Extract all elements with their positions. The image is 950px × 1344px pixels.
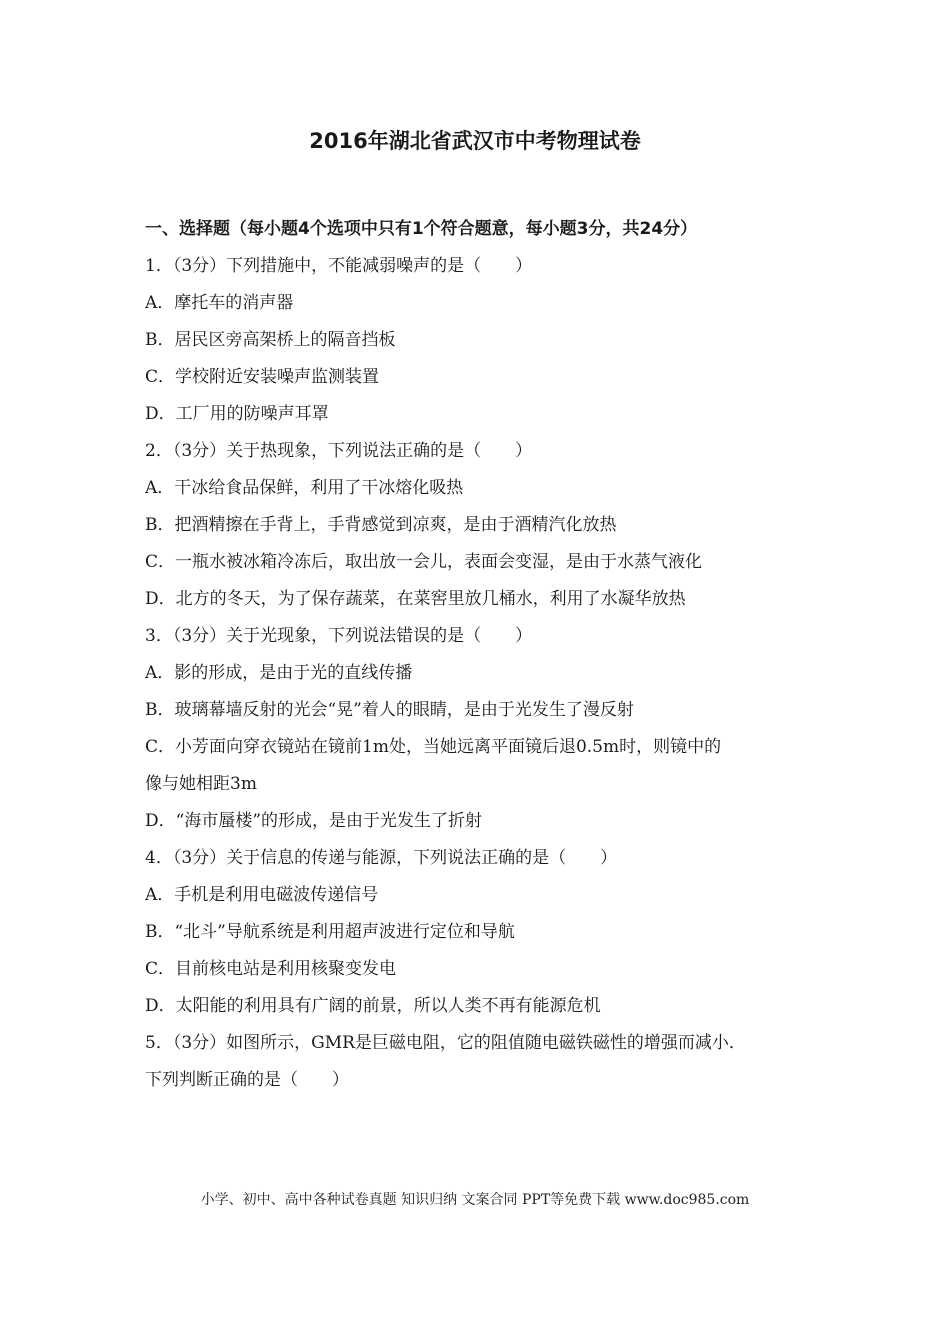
question-2-option-c: C．一瓶水被冰箱冷冻后，取出放一会儿，表面会变湿，是由于水蒸气液化: [145, 552, 703, 572]
question-4-option-b: B．“北斗”导航系统是利用超声波进行定位和导航: [145, 922, 515, 942]
question-5-stem: 5．（3分）如图所示，GMR是巨磁电阻，它的阻值随电磁铁磁性的增强而减小．: [145, 1033, 746, 1053]
question-3-stem: 3．（3分）关于光现象，下列说法错误的是（ ）: [145, 626, 533, 646]
question-1-option-d: D．工厂用的防噪声耳罩: [145, 404, 329, 424]
page-footer: 小学、初中、高中各种试卷真题 知识归纳 文案合同 PPT等免费下载 www.doc985.com: [200, 1192, 750, 1208]
question-4-option-d: D．太阳能的利用具有广阔的前景，所以人类不再有能源危机: [145, 996, 601, 1016]
question-3-option-c-continued: 像与她相距3m: [145, 774, 257, 794]
question-1-stem: 1．（3分）下列措施中，不能减弱噪声的是（ ）: [145, 256, 533, 276]
question-1-option-b: B．居民区旁高架桥上的隔音挡板: [145, 330, 396, 350]
question-2-option-b: B．把酒精擦在手背上，手背感觉到凉爽，是由于酒精汽化放热: [145, 515, 617, 535]
page-title: 2016年湖北省武汉市中考物理试卷: [309, 129, 641, 153]
exam-content: [145, 214, 825, 1102]
question-4-stem: 4．（3分）关于信息的传递与能源，下列说法正确的是（ ）: [145, 848, 618, 868]
question-3-option-d: D．“海市蜃楼”的形成，是由于光发生了折射: [145, 811, 483, 831]
question-3-option-b: B．玻璃幕墙反射的光会“晃”着人的眼睛，是由于光发生了漫反射: [145, 700, 634, 720]
question-3-option-c: C．小芳面向穿衣镜站在镜前1m处，当她远离平面镜后退0.5m时，则镜中的: [145, 737, 722, 757]
question-4-option-a: A．手机是利用电磁波传递信号: [145, 885, 379, 905]
question-1-option-a: A．摩托车的消声器: [145, 293, 294, 313]
question-1-option-c: C．学校附近安装噪声监测装置: [145, 367, 380, 387]
section-heading: 一、选择题（每小题4个选项中只有1个符合题意，每小题3分，共24分）: [145, 219, 698, 239]
question-2-option-d: D．北方的冬天，为了保存蔬菜，在菜窖里放几桶水，利用了水凝华放热: [145, 589, 686, 609]
question-2-option-a: A．干冰给食品保鲜，利用了干冰熔化吸热: [145, 478, 464, 498]
question-5-stem-continued: 下列判断正确的是（ ）: [145, 1070, 349, 1090]
question-3-option-a: A．影的形成，是由于光的直线传播: [145, 663, 413, 683]
question-2-stem: 2．（3分）关于热现象，下列说法正确的是（ ）: [145, 441, 533, 461]
question-4-option-c: C．目前核电站是利用核聚变发电: [145, 959, 397, 979]
